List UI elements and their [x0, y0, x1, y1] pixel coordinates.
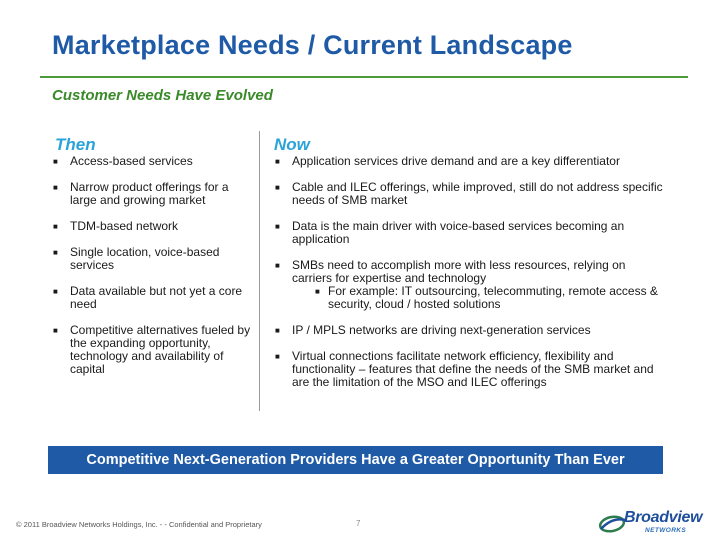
column-divider: [259, 131, 260, 411]
bullet-icon: ■: [53, 222, 58, 231]
bullet-icon: ■: [275, 326, 280, 335]
page-number: 7: [356, 519, 361, 528]
bullet-icon: ■: [53, 248, 58, 257]
list-item: ■ SMBs need to accomplish more with less resources, relying on carriers for expertise and technology ■ For example: IT outsourcing, telecommuting, remote access & security, cloud / hosted solutions: [275, 259, 665, 311]
sub-list: [292, 285, 665, 311]
bullet-icon: ■: [315, 287, 320, 296]
bullet-icon: ■: [53, 157, 58, 166]
bullet-icon: ■: [275, 183, 280, 192]
bullet-icon: ■: [275, 261, 280, 270]
list-item: ■ Cable and ILEC offerings, while improved, still do not address specific needs of SMB market: [275, 180, 663, 207]
list-item: ■ Virtual connections facilitate network efficiency, flexibility and functionality – features that define the needs of the SMB market and are the limitation of the MSO and ILEC offerings: [275, 349, 654, 389]
slide-subtitle: Customer Needs Have Evolved: [52, 87, 273, 104]
conclusion-banner: Competitive Next-Generation Providers Have a Greater Opportunity Than Ever: [48, 446, 663, 474]
footer-copyright: © 2011 Broadview Networks Holdings, Inc. - - Confidential and Proprietary: [16, 520, 262, 529]
now-heading: Now: [274, 135, 310, 154]
sub-list-item: ■ For example: IT outsourcing, telecommuting, remote access & security, cloud / hosted solutions: [315, 284, 658, 311]
logo-subtext: NETWORKS: [645, 527, 687, 534]
list-item: ■ Application services drive demand and are a key differentiator: [275, 154, 620, 168]
bullet-icon: ■: [275, 222, 280, 231]
then-list: [53, 155, 253, 389]
list-item: ■ Single location, voice-based services: [53, 245, 220, 272]
list-item: ■ TDM-based network: [53, 219, 179, 233]
bullet-icon: ■: [275, 352, 280, 361]
bullet-icon: ■: [53, 183, 58, 192]
slide-title: Marketplace Needs / Current Landscape: [52, 30, 573, 60]
now-list: [275, 155, 665, 402]
list-item: ■ Narrow product offerings for a large and growing market: [53, 180, 229, 207]
logo-wordmark: Broadview: [624, 509, 703, 526]
bullet-icon: ■: [53, 287, 58, 296]
list-item: ■ Data available but not yet a core need: [53, 284, 243, 311]
list-item: ■ Access-based services: [53, 154, 193, 168]
bullet-icon: ■: [275, 157, 280, 166]
then-heading: Then: [55, 135, 96, 154]
list-item: ■ Data is the main driver with voice-based services becoming an application: [275, 219, 625, 246]
list-item: ■ Competitive alternatives fueled by the expanding opportunity, technology and availability of capital: [53, 323, 251, 376]
bullet-icon: ■: [53, 326, 58, 335]
title-underline: [40, 76, 688, 78]
broadview-logo: [598, 508, 714, 538]
list-item: ■ IP / MPLS networks are driving next-generation services: [275, 323, 591, 337]
